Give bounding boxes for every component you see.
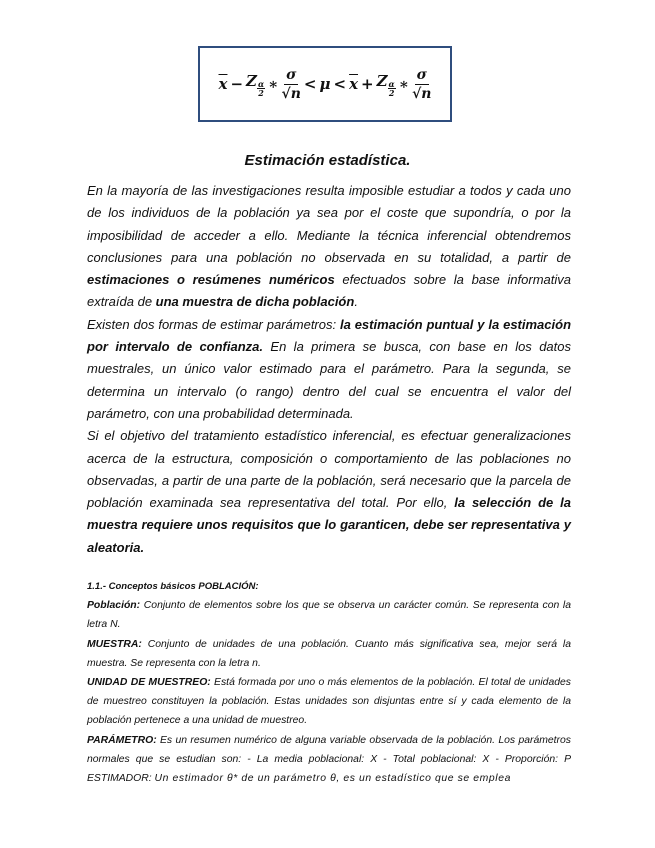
def-poblacion <box>87 596 571 634</box>
formula-sigma-2: σ <box>416 66 427 83</box>
sqrt-symbol: √ <box>281 85 291 102</box>
p1-bold-a: estimaciones o resúmenes numéricos <box>87 272 335 288</box>
confidence-interval-formula <box>219 68 432 101</box>
paragraph-1 <box>87 180 571 314</box>
formula-n-2: n <box>421 85 432 102</box>
paragraph-3 <box>87 425 571 559</box>
term-parametro: PARÁMETRO: <box>87 734 157 746</box>
sqrt-symbol-2: √ <box>412 85 422 102</box>
formula-sigma: σ <box>286 66 297 83</box>
formula-z: Z <box>246 71 257 90</box>
body-text <box>87 180 571 559</box>
text-parametro: Es un resumen numérico de alguna variable observada de la población. Los parámetros normales que se estudian son: - La media poblacional: X - Total poblacional: X - Proporción: P ESTIMADOR: <box>87 734 571 785</box>
formula-alpha: α <box>258 78 265 89</box>
formula-two: 2 <box>258 87 264 98</box>
text-poblacion: Conjunto de elementos sobre los que se observa un carácter común. Se representa con la letra N. <box>87 600 571 631</box>
formula-sqrt-n-2 <box>412 85 431 101</box>
p1-text-c: . <box>354 294 358 310</box>
formula-two-2: 2 <box>388 87 395 98</box>
formula-sqrt-n <box>282 85 301 101</box>
p3-bold: la selección de la muestra requiere unos requisitos que lo garanticen, debe ser representativa y aleatoria. <box>87 495 571 555</box>
text-estimador: Un estimador θ* de un parámetro θ, es un estadístico que se emplea <box>154 773 511 785</box>
formula-sigma-over-sqrt-n <box>282 68 301 101</box>
p2-text-b: En la primera se busca, con base en los datos muestrales, un único valor estimado para el parámetro. Para la segunda, se determina un intervalo (o rango) dentro del cual se encuentra el valor del parámetro, con una probabilidad determinada. <box>87 339 571 421</box>
p2-text-a: Existen dos formas de estimar parámetros: <box>87 316 340 332</box>
formula-lt-1: < <box>303 75 317 93</box>
formula-lt-2: < <box>333 75 347 93</box>
formula-xbar-2: $\overline{x}$ <box>349 75 359 93</box>
formula-z-alpha-half-2 <box>377 72 396 97</box>
formula-n: n <box>290 85 301 102</box>
formula-z-alpha-half <box>246 72 265 97</box>
formula-mu: μ <box>319 75 331 93</box>
term-unidad-muestreo: UNIDAD DE MUESTREO: <box>87 677 211 689</box>
formula-plus: + <box>361 75 374 93</box>
formula-star-2: ∗ <box>398 75 410 93</box>
subsection-title: 1.1.- Conceptos básicos POBLACIÓN: <box>87 581 259 592</box>
def-unidad-muestreo <box>87 673 571 731</box>
def-muestra <box>87 635 571 673</box>
formula-minus: − <box>230 75 244 93</box>
formula-box <box>198 46 452 122</box>
formula-star: ∗ <box>268 75 279 93</box>
formula-alpha-2: α <box>388 78 395 89</box>
term-muestra: MUESTRA: <box>87 638 142 650</box>
paragraph-2 <box>87 314 571 425</box>
text-muestra: Conjunto de unidades de una población. Cuanto más significativa sea, mejor será la muestra. Se representa con la letra n. <box>87 638 571 669</box>
formula-sigma-over-sqrt-n-2 <box>412 68 431 101</box>
section-heading: Estimación estadística. <box>244 152 411 169</box>
def-parametro <box>87 731 571 789</box>
formula-alpha-over-two <box>257 80 265 97</box>
term-poblacion: Población: <box>87 600 141 612</box>
p1-text-a: En la mayoría de las investigaciones resulta imposible estudiar a todos y cada uno de los individuos de la población ya sea por el coste que supondría, o por la imposibilidad de acceder a ello. Mediante la técnica inferencial obtendremos conclusiones para una población no observada en su totalidad, a partir de <box>87 183 571 265</box>
definitions-section <box>87 577 571 788</box>
formula-xbar: $\overline{x}$ <box>218 75 228 93</box>
text-unidad-muestreo: Está formada por uno o más elementos de la población. El total de unidades de muestreo constituyen la población. Estas unidades son disjuntas entre sí y cada elemento de la población pertenece a una unidad de muestreo. <box>87 677 571 727</box>
p2-bold: la estimación puntual y la estimación por intervalo de confianza. <box>87 316 572 355</box>
formula-z-2: Z <box>376 71 388 90</box>
formula-alpha-over-two-2 <box>388 80 396 97</box>
p1-text-b: efectuados sobre la base informativa extraída de <box>87 272 571 310</box>
p3-text-a: Si el objetivo del tratamiento estadístico inferencial, es efectuar generalizaciones acerca de la estructura, composición o comportamiento de las poblaciones no observadas, a partir de una parte de la población, será necesario que la parcela de población examinada sea representativa del total. Por ello, <box>87 428 571 511</box>
p1-bold-b: una muestra de dicha población <box>155 294 355 310</box>
